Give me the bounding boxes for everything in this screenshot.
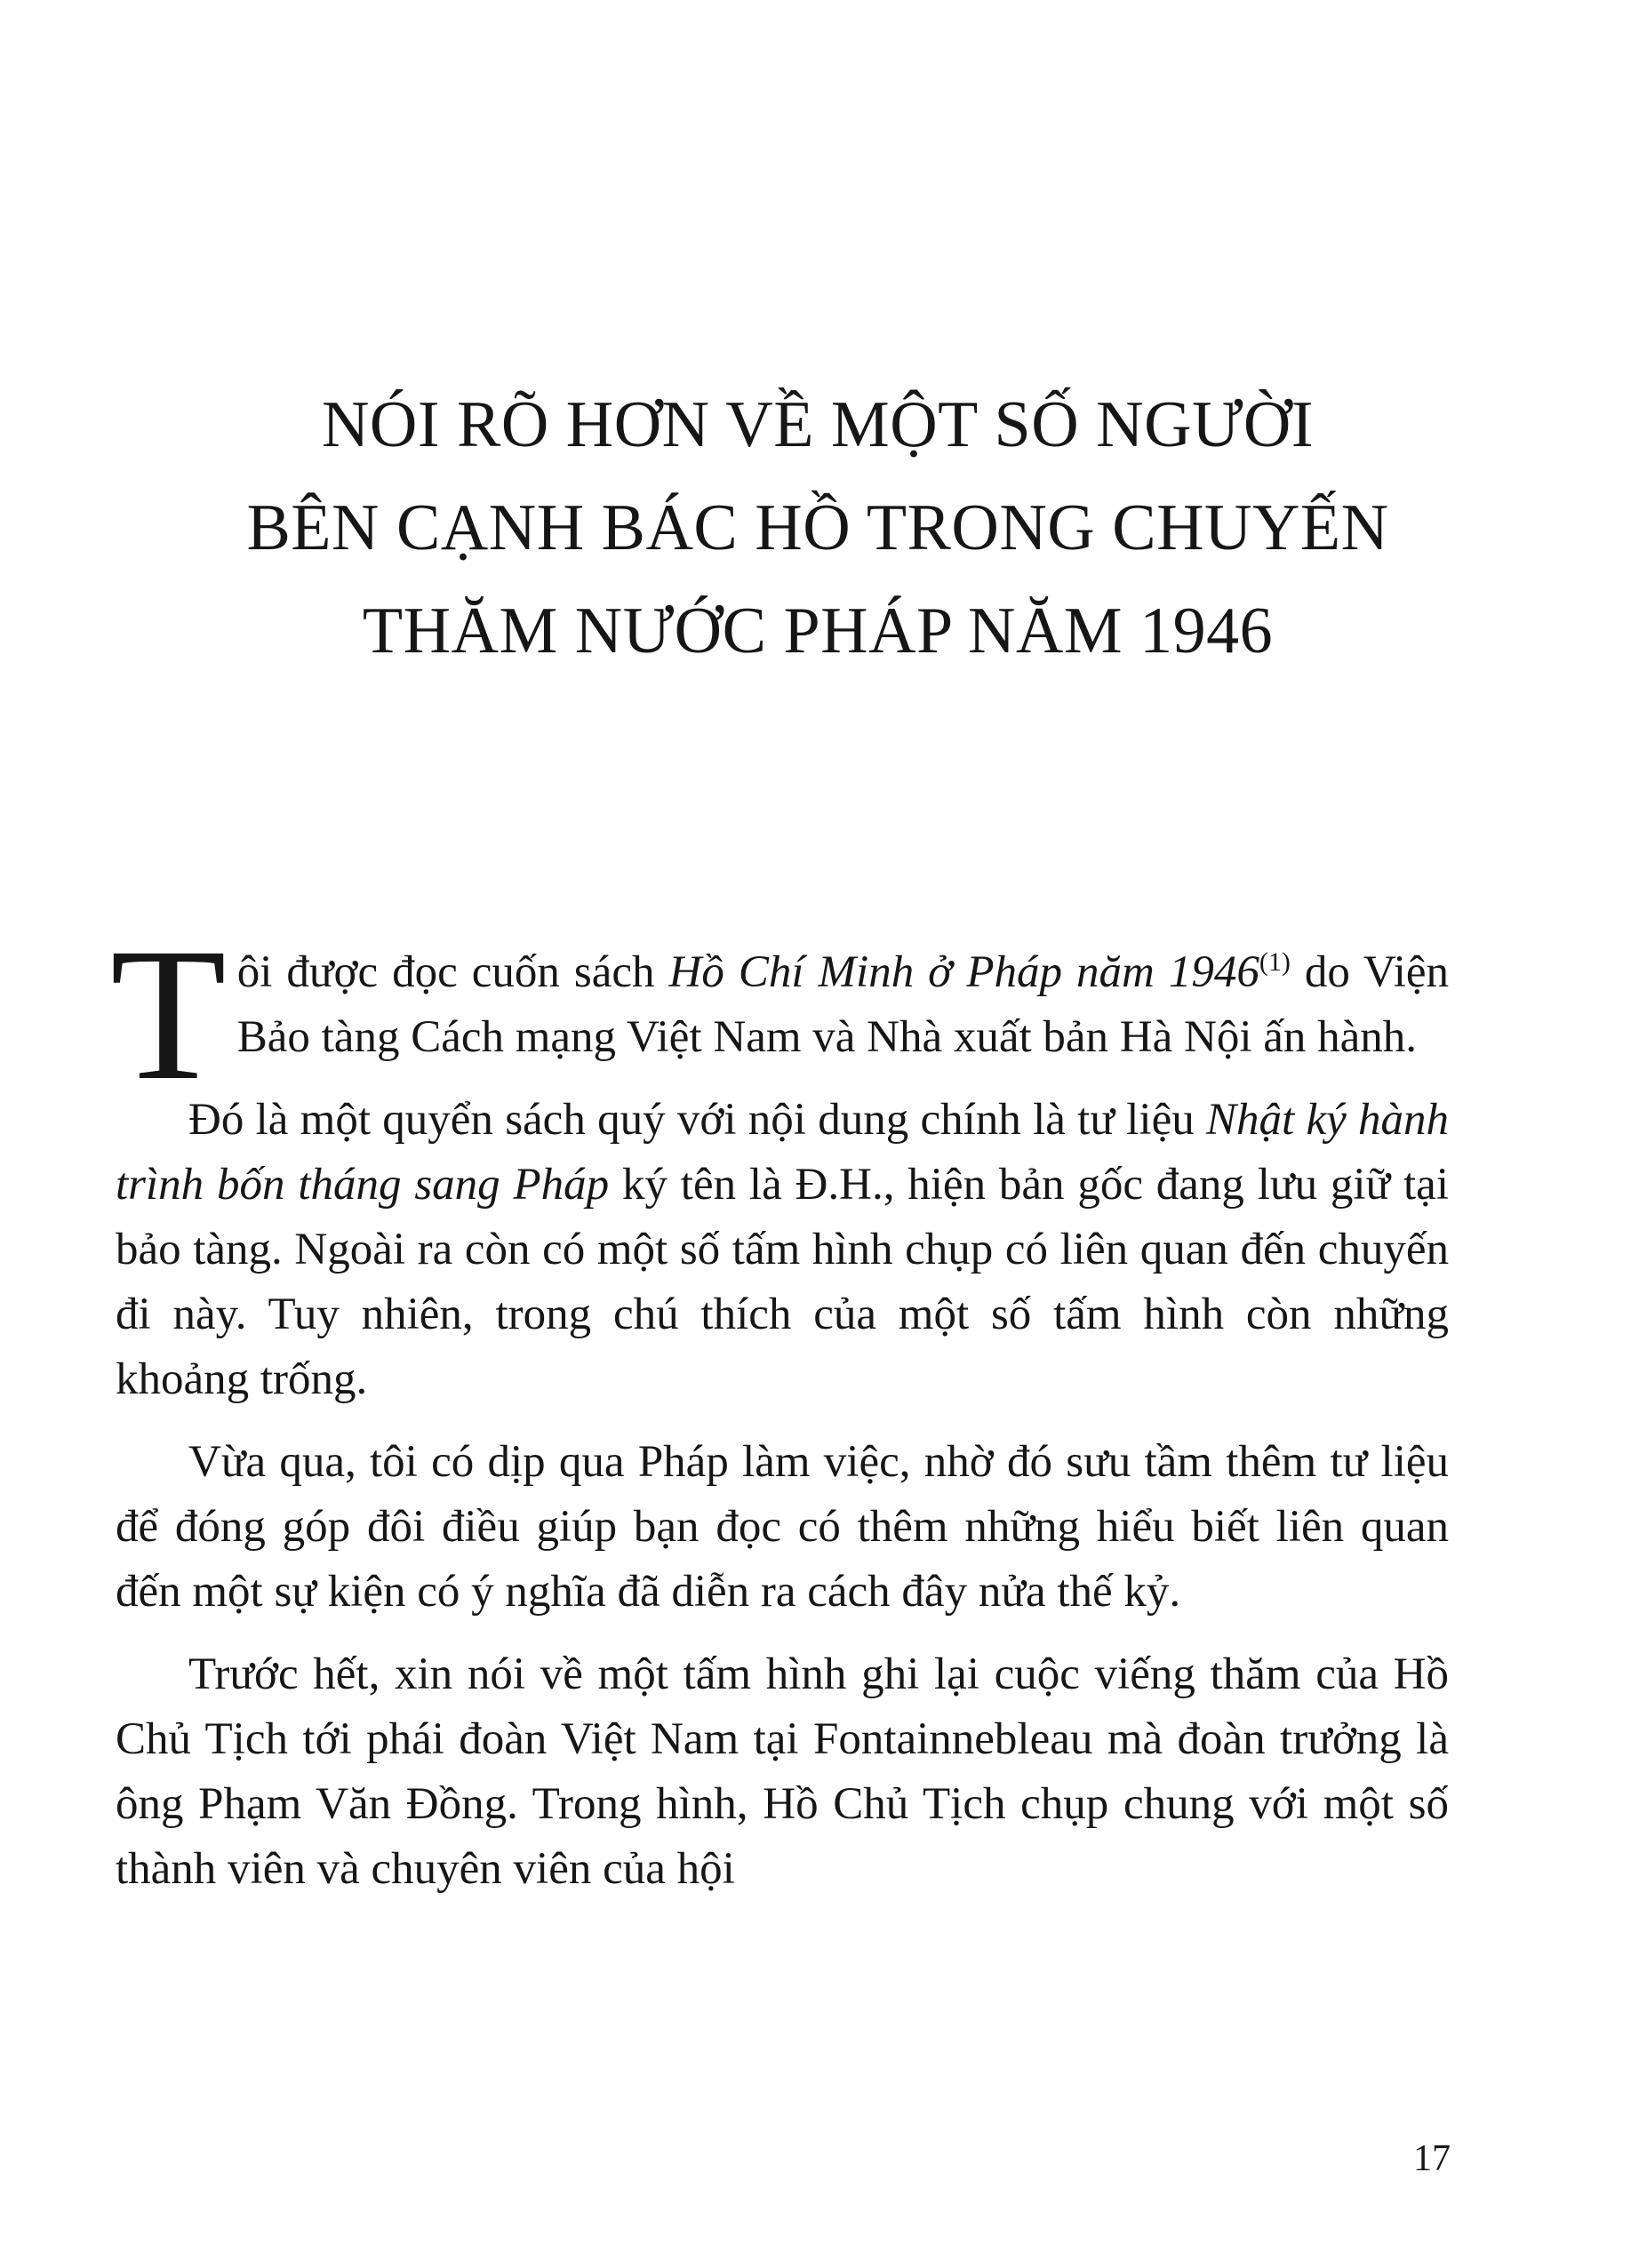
document-title: Nhật ký hành trình bốn tháng sang Pháp: [116, 1095, 1449, 1210]
paragraph-3: Vừa qua, tôi có dịp qua Pháp làm việc, nhờ đó sưu tầm thêm tư liệu để đóng góp đôi điều giúp bạn đọc có thêm những hiểu biết liên quan đến một sự kiện có ý nghĩa đã diễn ra cách đây nửa thế kỷ.: [116, 1437, 1449, 1617]
body-text: [110, 909, 1450, 1920]
chapter-title-line-3: THĂM NƯỚC PHÁP NĂM 1946: [362, 595, 1274, 667]
book-title: Hồ Chí Minh ở Pháp năm 1946: [668, 947, 1259, 997]
paragraph-2-text-start: Đó là một quyển sách quý với nội dung chính là tư liệu: [188, 1095, 1206, 1145]
paragraph-1-text-end: do Viện Bảo tàng Cách mạng Việt Nam và Nhà xuất bản Hà Nội ấn hành.: [236, 947, 1450, 1062]
drop-cap: T: [110, 909, 227, 1120]
paragraph-2: [116, 1088, 1449, 1412]
paragraph-4: Trước hết, xin nói về một tấm hình ghi lại cuộc viếng thăm của Hồ Chủ Tịch tới phái đoàn Việt Nam tại Fontainnebleau mà đoàn trưởng là ông Phạm Văn Đồng. Trong hình, Hồ Chủ Tịch chụp chung với một số thành viên và chuyên viên của hội: [116, 1649, 1449, 1894]
footnote-reference: (1): [1259, 947, 1291, 977]
chapter-title-line-1: NÓI RÕ HƠN VỀ MỘT SỐ NGƯỜI: [321, 388, 1315, 461]
chapter-title: [107, 373, 1529, 683]
paragraph-1-text-start: ôi được đọc cuốn sách: [236, 947, 669, 997]
chapter-title-line-2: BÊN CẠNH BÁC HỒ TRONG CHUYẾN: [246, 491, 1389, 564]
paragraph-2-text-end: ký tên là Đ.H., hiện bản gốc đang lưu giữ tại bảo tàng. Ngoài ra còn có một số tấm hình chụp có liên quan đến chuyến đi này. Tuy nhiên, trong chú thích của một số tấm hình còn những khoảng trống.: [116, 1160, 1449, 1404]
page-number: 17: [1413, 2138, 1451, 2179]
